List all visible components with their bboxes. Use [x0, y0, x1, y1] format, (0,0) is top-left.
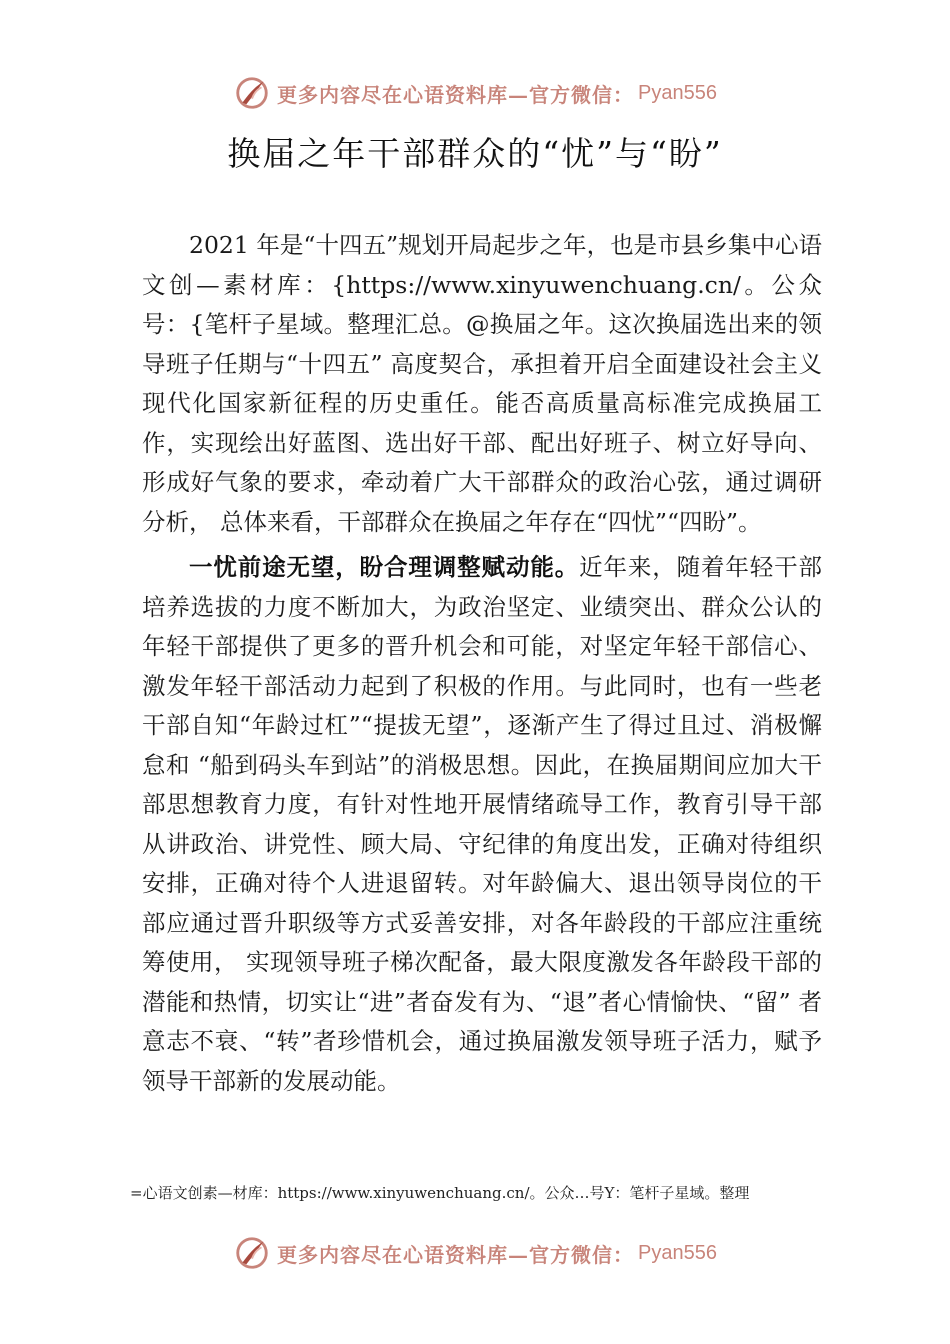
banner-text: 更多内容尽在心语资料库—官方微信： [277, 1242, 635, 1267]
header-banner [0, 73, 950, 113]
paragraph-intro-text: 2021 年是“十四五”规划开局起步之年，也是市县乡集中心语文创—素材库：{https://www.xinyuwenchuang.cn/。公众号：{笔杆子星域。整理汇总。@换届之年。这次换届选出来的领导班子任期与“十四五” 高度契合，承担着开启全面建设社会主义现代化国家新征程的历史重任。能否高质量高标准完成换届工作，实现绘出好蓝图、选出好干部、配出好班子、树立好导向、形成好气象的要求，牵动着广大干部群众的政治心弦，通过调研分析， 总体来看，干部群众在换届之年存在“四忧”“四盼”。 [142, 231, 822, 536]
footer-banner [0, 1233, 950, 1273]
footnote-watermark: =心语文创素—材库：https://www.xinyuwenchuang.cn/。公众…号Y：笔杆子星域。整理 [130, 1184, 750, 1202]
pen-flame-logo-icon [233, 1234, 271, 1272]
paragraph-intro [142, 226, 822, 542]
paragraph-worry-1 [142, 548, 822, 1101]
page-title: 换届之年干部群众的“忧”与“盼” [227, 134, 723, 173]
article-body [142, 226, 822, 1101]
banner-handle: Pyan556 [638, 1241, 717, 1264]
banner-text: 更多内容尽在心语资料库—官方微信： [277, 82, 635, 107]
pen-flame-logo-icon [233, 74, 271, 112]
banner-handle: Pyan556 [638, 81, 717, 104]
paragraph-worry-1-text: 近年来，随着年轻干部培养选拔的力度不断加大，为政治坚定、业绩突出、群众公认的年轻干部提供了更多的晋升机会和可能，对坚定年轻干部信心、激发年轻干部活动力起到了积极的作用。与此同时，也有一些老干部自知“年龄过杠”“提拔无望”，逐渐产生了得过且过、消极懈怠和 “船到码头车到站”的消极思想。因此，在换届期间应加大干部思想教育力度，有针对性地开展情绪疏导工作，教育引导干部从讲政治、讲党性、顾大局、守纪律的角度出发，正确对待组织安排，正确对待个人进退留转。对年龄偏大、退出领导岗位的干部应通过晋升职级等方式妥善安排，对各年龄段的干部应注重统筹使用， 实现领导班子梯次配备，最大限度激发各年龄段干部的潜能和热情，切实让“进”者奋发有为、“退”者心情愉快、“留” 者意志不衰、“转”者珍惜机会，通过换届激发领导班子活力，赋予领导干部新的发展动能。 [142, 553, 823, 1095]
paragraph-worry-1-lead: 一忧前途无望，盼合理调整赋动能。 [189, 553, 580, 581]
